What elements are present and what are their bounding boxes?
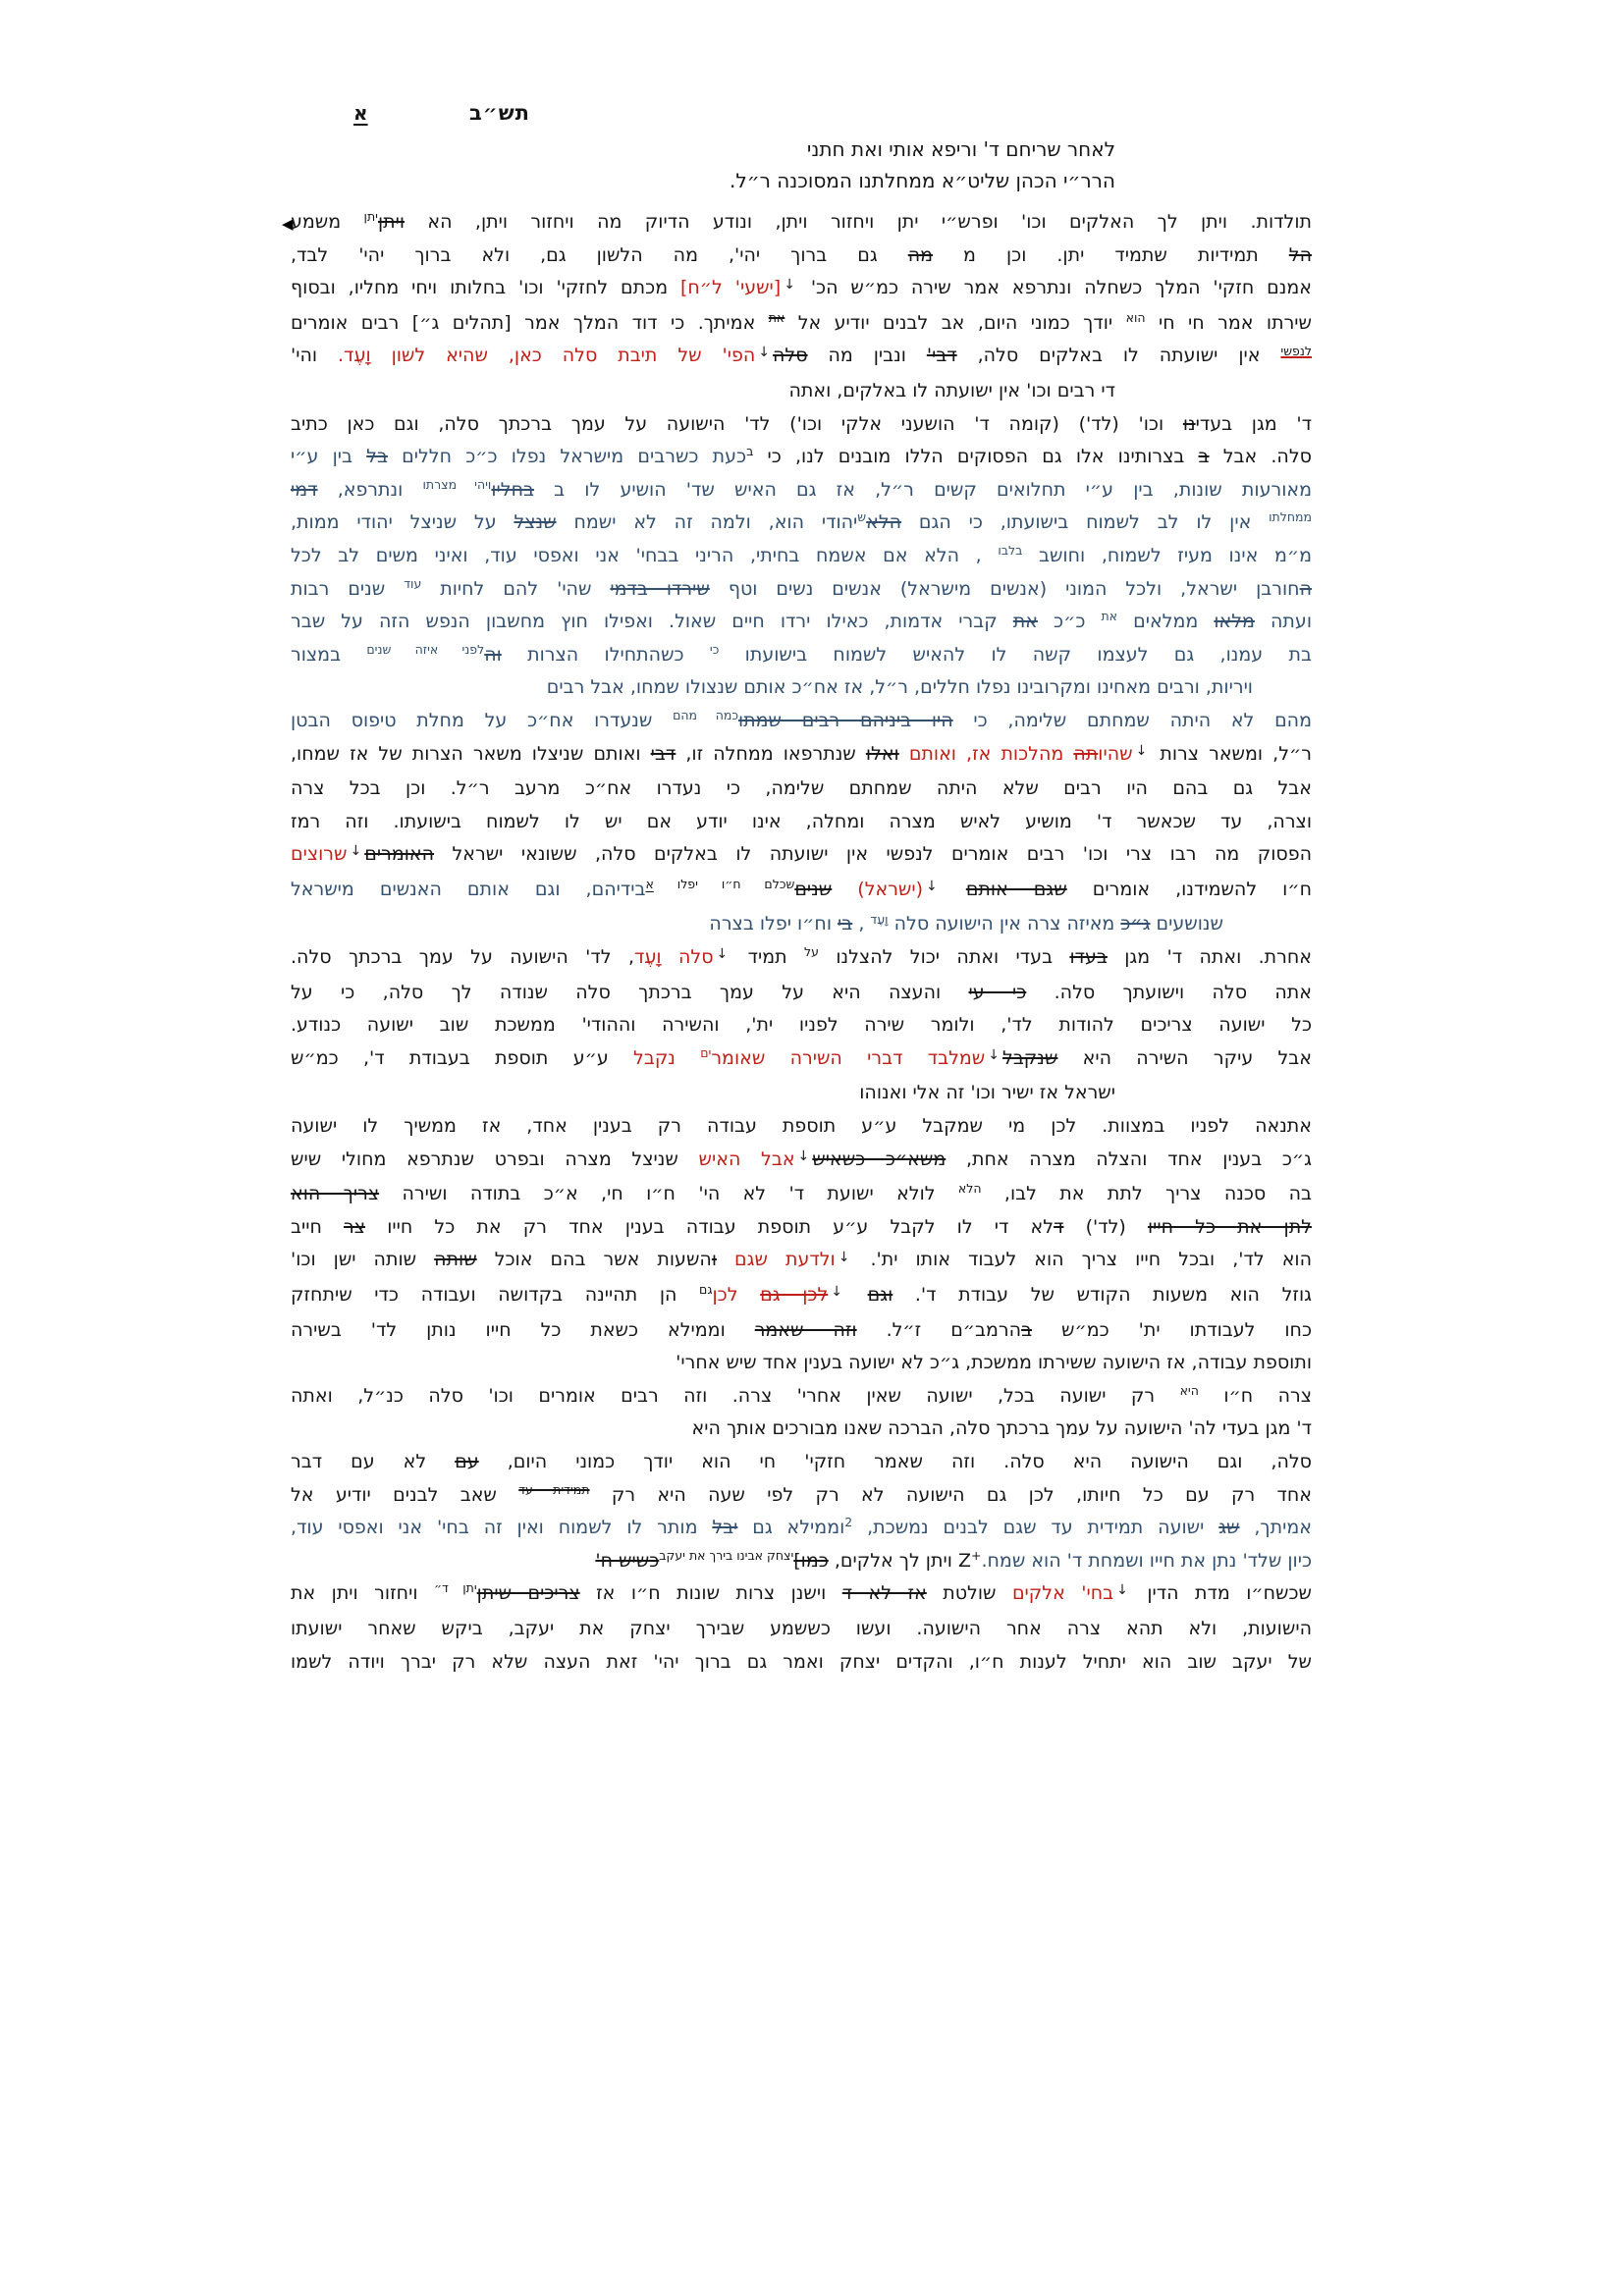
text-segment: תמיד xyxy=(730,946,805,969)
text-line xyxy=(291,1144,1312,1179)
text-line xyxy=(291,1577,1312,1613)
text-line xyxy=(291,773,1312,806)
text-segment: הפי' של תיבת סלה כאן, שהיא לשון וָעֶד. xyxy=(337,345,756,367)
text-segment: שנושעים xyxy=(1150,913,1223,935)
text-segment: שמלבד דברי השירה שאומר xyxy=(711,1046,986,1069)
text-segment: את xyxy=(768,309,785,325)
insertion-arrow-icon: ↓ xyxy=(838,1249,850,1265)
text-segment: ויתן לך אלקים, xyxy=(828,1549,958,1572)
insertion-arrow-icon: ↓ xyxy=(831,1284,842,1301)
text-segment: ונתרפא, xyxy=(317,478,423,501)
insertion-arrow-icon: ↓ xyxy=(716,946,729,963)
intro-block xyxy=(730,133,1115,196)
text-segment: אבל גם בהם היו רבים שלא היתה שמחתם שלימה, כי נעדרו אח״כ מרעב ר״ל. וכן בכל צרה xyxy=(291,777,1312,800)
text-segment: אחד רק עם כל חיותו, לכן גם הישועה לא רק לפי שעה היא רק xyxy=(589,1483,1312,1506)
text-line xyxy=(291,573,1312,607)
text-segment: את xyxy=(1012,611,1038,633)
text-line xyxy=(291,1009,1312,1042)
text-segment: כי xyxy=(709,641,720,657)
text-segment: קברי אדמות, כאילו ירדו חיים שאול. ואפילו חוץ מחשבון הנפש הזה על שבר xyxy=(291,611,1013,633)
text-segment: 2 xyxy=(844,1515,853,1530)
text-line xyxy=(291,1178,1312,1211)
text-segment: לולא ישועת ד' לא הי' ח״ו חי, א״כ בתודה ושירה xyxy=(379,1183,958,1205)
text-segment: + xyxy=(970,1547,982,1563)
text-segment: כמה מהם xyxy=(673,708,738,723)
insertion-arrow-icon: ↓ xyxy=(758,345,771,361)
text-segment: שכלם ח״ו יפלו xyxy=(653,877,795,891)
text-segment: וממילא כשאת כל חייו נותן לד' בשירה xyxy=(291,1318,755,1341)
text-segment: וה xyxy=(484,643,502,666)
text-line xyxy=(291,1042,1312,1078)
text-segment: יהודי הוא, ולמה זה לא ישמח xyxy=(556,511,858,534)
intro-line: לאחר שריחם ד' וריפא אותי ואת חתני xyxy=(806,137,1115,161)
text-segment: השעות אשר בהם אוכל xyxy=(476,1249,712,1271)
text-line xyxy=(291,606,1312,639)
document-body xyxy=(291,206,1312,1679)
text-line xyxy=(291,671,1312,705)
text-segment: בעדי ואתה יכול להצלנו xyxy=(818,946,1070,969)
text-segment: וכו' (לד') (קומה ד' הושעני אלקי וכו') לד' הישועה על עמך ברכתך סלה, וגם כאן כתיב xyxy=(291,412,1183,435)
text-line xyxy=(291,1545,1312,1578)
text-segment: דבי' xyxy=(926,345,957,367)
text-segment: צר xyxy=(344,1215,366,1238)
text-segment: אז לא ד xyxy=(841,1582,927,1605)
text-segment: ר״ל, ומשאר צרות xyxy=(1150,742,1312,765)
text-segment: ד' מגן בעדי xyxy=(1195,412,1312,435)
text-line xyxy=(291,375,1312,408)
text-segment: כיון שלד' נתן את חייו ושמחת ד' הוא שמח. xyxy=(981,1549,1312,1572)
text-line xyxy=(291,1347,1312,1380)
text-segment xyxy=(899,743,909,765)
text-segment: צרה ח״ו xyxy=(1198,1384,1312,1407)
text-line xyxy=(291,1077,1312,1110)
text-segment: ג״כ xyxy=(1120,913,1151,935)
text-segment: ויריות, ורבים מאחינו ומקרובינו נפלו חללים, ר״ל, אז אח״כ אותם שנצולו שמחו, אבל רבים xyxy=(546,676,1253,699)
insertion-arrow-icon: ↓ xyxy=(1135,742,1148,759)
text-segment: ב xyxy=(1198,446,1210,468)
text-segment: חייב xyxy=(291,1215,345,1238)
text-segment: בצרותינו אלו גם הפסוקים הללו מובנים לנו, כי xyxy=(753,446,1199,468)
text-segment: אתה סלה וישועתך סלה. xyxy=(1026,981,1312,1003)
text-line xyxy=(291,1613,1312,1646)
text-segment: בל xyxy=(366,446,388,468)
text-segment: בעדו xyxy=(1069,946,1108,969)
text-segment: כשהתחילו הצרות xyxy=(501,643,710,666)
text-line xyxy=(291,1279,1312,1314)
text-segment: הישועות, ולא תהא צרה אחר הישועה. ועשו כששמע שבירך יצחק את יעקב, ביקש שאחר ישועתו xyxy=(291,1617,1312,1639)
text-line xyxy=(291,1413,1312,1446)
text-line xyxy=(291,441,1312,474)
text-segment: דבי xyxy=(650,742,676,765)
text-segment: וזה שאמר xyxy=(754,1318,857,1341)
text-line xyxy=(291,941,1312,977)
text-segment: הלא xyxy=(957,1181,982,1197)
text-segment xyxy=(941,879,966,900)
text-segment: יבל xyxy=(712,1517,738,1539)
text-segment: לנפשי xyxy=(1280,343,1312,358)
text-segment: כשיש ח' xyxy=(595,1549,660,1572)
text-segment: שותה ישן וכו' xyxy=(291,1249,435,1271)
text-segment: ונבין מה xyxy=(807,345,927,367)
text-segment: מותר לו לשמוח ואין זה בחי' אני ואפסי עוד, xyxy=(291,1517,713,1539)
text-segment: והי' xyxy=(291,345,338,367)
text-segment: ע״ע תוספת בעבודת ד', כמ״ש xyxy=(291,1046,634,1069)
text-line xyxy=(291,206,1312,240)
text-segment: על xyxy=(804,944,819,960)
text-segment: ב xyxy=(746,444,754,459)
text-segment: אין ישועתה לו באלקים סלה, xyxy=(956,345,1281,367)
text-line xyxy=(291,540,1312,573)
text-segment: דמי xyxy=(291,478,318,501)
text-segment: בחליו xyxy=(491,478,534,501)
text-segment: שכשח״ו מדת הדין xyxy=(1130,1582,1313,1605)
text-segment: (לד') xyxy=(1063,1215,1148,1238)
text-segment: בה סכנה צריך לתת את לבו, xyxy=(981,1183,1312,1205)
text-segment: יתן ד״ xyxy=(433,1580,477,1596)
text-segment: בחי' אלקים xyxy=(1011,1582,1114,1605)
text-segment: תמידית עד xyxy=(518,1481,590,1497)
text-segment: ים xyxy=(700,1044,712,1060)
text-segment: וָעֶד xyxy=(870,911,889,927)
text-segment: מה xyxy=(907,243,934,266)
year-label: תש״ב xyxy=(469,101,530,125)
text-segment: שנצל xyxy=(514,511,557,534)
text-segment: ד xyxy=(1054,1215,1064,1238)
text-line xyxy=(291,806,1312,839)
text-segment xyxy=(832,879,857,900)
text-segment: וישנן צרות שונות ח״ו אז xyxy=(579,1582,842,1605)
text-segment: עוד xyxy=(404,575,422,591)
text-segment: כל ישועה צריכים להודות לד', ולומר שירה לפניו ית', והשירה וההודי' ממשכת שוב ישועה כנודע. xyxy=(291,1014,1312,1037)
text-segment: יתן xyxy=(363,209,378,225)
text-segment: וממילא גם xyxy=(737,1517,845,1539)
text-segment: א xyxy=(645,877,654,891)
text-segment: ממלאים xyxy=(1117,611,1215,633)
text-segment: סלה xyxy=(773,345,808,367)
text-segment: שגם אותם xyxy=(965,878,1067,900)
text-segment: יצחק אבינו בירך את יעקב xyxy=(659,1547,794,1563)
text-line xyxy=(291,1512,1312,1545)
insertion-arrow-icon: ↓ xyxy=(988,1046,1001,1063)
text-segment: ויחזור ויתן את xyxy=(291,1582,434,1605)
intro-line: הרר״י הכהן שליט״א ממחלתנו המסוכנה ר״ל. xyxy=(729,169,1115,192)
text-segment xyxy=(845,1284,868,1306)
text-line xyxy=(291,1380,1312,1414)
text-segment: שג xyxy=(1218,1517,1240,1539)
text-segment: וצרה, עד שכאשר ד' מושיע לאיש מצרה ומחלה, אינו יודע אם יש לו לשמוח בישועתו. וזה רמז xyxy=(291,810,1312,832)
text-segment: [ישעי' ל״ח] xyxy=(679,277,782,299)
text-segment: לא די לו לקבל ע״ע תוספת עבודה בענין אחד רק את כל חייו xyxy=(365,1215,1055,1238)
text-line xyxy=(291,340,1312,375)
text-segment: אחרת. ואתה ד' מגן xyxy=(1107,946,1312,969)
text-segment: במצור xyxy=(291,643,367,666)
text-segment: כעת כשרבים מישראל נפלו כ״כ חללים xyxy=(387,446,747,468)
text-segment: גוזל הוא משעות הקודש של עבודת ד'. xyxy=(893,1284,1312,1306)
text-segment: לפני איזה שנים xyxy=(366,641,485,657)
text-segment: שהי' להם לחיות xyxy=(421,577,611,600)
text-line xyxy=(291,1446,1312,1479)
page-number-letter: א xyxy=(353,101,368,125)
text-segment: מלאו xyxy=(1214,611,1255,633)
text-line xyxy=(291,977,1312,1010)
text-segment: האומרים xyxy=(364,843,435,866)
text-segment: גם ברוך יהי', מה הלשון גם, ולא ברוך יהי' לבד, xyxy=(291,243,908,266)
text-segment: בלבו xyxy=(998,543,1023,559)
text-line xyxy=(291,507,1312,540)
text-segment: מהם לא היתה שמחתם שלימה, כי xyxy=(952,709,1313,731)
text-line xyxy=(291,874,1312,909)
text-segment: שנתרפאו ממחלה זו, xyxy=(676,742,866,765)
text-segment: יודך כמוני היום, אב לבנים יודיע אל xyxy=(784,311,1126,334)
text-segment: ג״כ בענין אחד והצלה מצרה אחת, xyxy=(946,1148,1312,1170)
text-segment: תולדות. ויתן לך האלקים וכו' ופרש״י יתן ויחזור ויתן, ונודע הדיוק מה ויחזור ויתן, הא xyxy=(405,211,1312,233)
text-segment: כ״כ xyxy=(1037,611,1102,633)
text-segment: , הלא אם אשמח בחיתי, הריני בבחי' אני ואפסי עוד, ואיני משים לב לכל xyxy=(291,544,999,566)
text-segment: ואלו xyxy=(865,742,899,765)
text-segment: (ישראל) xyxy=(857,878,924,900)
text-segment: , xyxy=(852,913,871,935)
text-segment: צריכים שיתן xyxy=(476,1582,580,1605)
text-segment: ואותם שניצלו משאר הצרות של אז שמחו, xyxy=(291,742,651,765)
text-segment: אמנם חזקי' המלך כשחלה ונתרפא אמר שירה כמ״ש הכ' xyxy=(797,277,1313,299)
text-segment: כמו] xyxy=(793,1549,829,1572)
text-segment: שנעדרו אח״כ על מחלת טיפוס הבטן xyxy=(291,709,674,731)
text-segment: והעצה היא על עמך ברכתך סלה שנודה לך סלה, כי על xyxy=(291,981,969,1003)
text-segment: נו xyxy=(1182,412,1196,435)
text-segment: עם xyxy=(455,1450,479,1472)
text-segment: מהלכות אז, ואותם xyxy=(908,742,1074,765)
text-line xyxy=(291,1646,1312,1680)
text-segment: Z xyxy=(957,1549,971,1572)
text-segment: היא xyxy=(1179,1382,1199,1398)
text-segment xyxy=(717,1249,734,1270)
text-segment: סלה וָעֶד xyxy=(633,946,714,969)
text-segment: בת עמנו, גם לעצמו קשה לו להאיש לשמוח בישועתו xyxy=(719,643,1312,666)
text-segment: שנקבל xyxy=(1002,1046,1058,1069)
text-segment: מאיזה צרה אין הישועה סלה xyxy=(888,913,1121,935)
text-segment: של יעקב שוב הוא יתחיל לענות ח״ו, והקדים יצחק ואמר גם ברוך יהי' זאת העצה שלא רק יברך ויודה לשמו xyxy=(291,1650,1312,1673)
text-segment: אין לו לב לשמוח בישועתו, כי הגם xyxy=(901,511,1270,534)
text-segment: ישראל אז ישיר וכו' זה אלי ואנוהו xyxy=(859,1082,1115,1104)
insertion-arrow-icon: ↓ xyxy=(784,277,795,294)
text-segment: בי xyxy=(838,913,853,935)
text-line xyxy=(291,408,1312,442)
text-segment: שירדו בדמי xyxy=(610,577,710,600)
text-segment: כי עי xyxy=(968,981,1027,1003)
text-line xyxy=(291,307,1312,341)
text-segment: הל xyxy=(1288,243,1312,266)
text-segment: ה xyxy=(1299,577,1312,600)
text-segment: הלא xyxy=(866,511,902,534)
text-segment: הפסוק מה רבו צרי וכו' רבים אומרים לנפשי אין ישועתה לו באלקים סלה, ששונאי ישראל xyxy=(434,843,1312,866)
text-segment: הרמב״ם ז״ל. xyxy=(856,1318,1022,1341)
text-segment: נקבל xyxy=(633,1046,701,1069)
text-segment: בין ע״י xyxy=(291,446,367,468)
text-line xyxy=(291,272,1312,307)
text-segment: על שניצל יהודי ממות, xyxy=(291,511,514,534)
text-segment: מכתם לחזקי' וכו' בחלותו ויחי מחליו, ובסוף xyxy=(291,277,680,299)
text-segment: אמיתך, xyxy=(1239,1517,1312,1539)
insertion-arrow-icon: ↓ xyxy=(1116,1582,1128,1599)
text-segment: סלה, וגם הישועה היא סלה. וזה שאמר חזקי' חי הוא יודך כמוני היום, xyxy=(478,1450,1313,1472)
text-line xyxy=(291,705,1312,738)
text-segment: בידיהם, וגם אותם האנשים מישראל xyxy=(291,878,646,900)
text-segment: לכן גם xyxy=(760,1284,829,1306)
text-segment: סלה. אבל xyxy=(1209,446,1312,468)
text-segment: משמע xyxy=(291,211,364,233)
text-segment: שהיו xyxy=(1098,742,1133,765)
text-segment: אתנאה לפניו במצוות. לכן מי שמקבל ע״ע תוספת עבודה רק בענין אחד, אז ממשיך לו ישועה xyxy=(291,1115,1312,1138)
text-segment: שנים רבות xyxy=(291,577,405,600)
text-segment: צריך הוא xyxy=(291,1183,380,1205)
text-segment: היו ביניהם רבים שמתו xyxy=(737,709,953,731)
text-segment: חורבן ישראל, ולכל המוני (אנשים מישראל) אנשים נשים וטף xyxy=(709,577,1300,600)
text-segment: ויתן xyxy=(377,211,406,233)
insertion-arrow-icon: ↓ xyxy=(350,843,362,860)
text-segment: ב xyxy=(1021,1318,1033,1341)
text-line xyxy=(291,1479,1312,1513)
text-segment: תמידיות שתמיד יתן. וכן מ xyxy=(933,243,1289,266)
text-segment: ו xyxy=(711,1249,718,1271)
text-segment: , לד' הישועה על עמך ברכתך סלה. xyxy=(291,946,634,969)
text-segment: שותה xyxy=(434,1249,477,1271)
text-line xyxy=(291,474,1312,507)
text-segment: וגם xyxy=(867,1284,893,1306)
text-line xyxy=(291,738,1312,774)
text-segment: הוא לד', ובכל חייו צריך הוא לעבוד אותו ית'. xyxy=(852,1249,1312,1271)
text-segment: אמיתך. כי דוד המלך אמר [תהלים ג״] רבים אומרים xyxy=(291,311,769,334)
text-segment: הוא xyxy=(1125,309,1146,325)
text-segment: אבל האיש xyxy=(698,1148,795,1170)
text-segment: הן תהיינה בקדושה ועבודה כדי שיתחזק xyxy=(291,1284,700,1306)
text-line xyxy=(291,240,1312,273)
text-segment: כחו לעבודתו ית' כמ״ש xyxy=(1032,1318,1313,1341)
text-segment: לתן את כל חייו xyxy=(1147,1215,1312,1238)
text-line xyxy=(291,1110,1312,1144)
text-segment: לכן xyxy=(712,1284,761,1306)
text-segment: שניצל מצרה ובפרט שנתרפא מחולי שיש xyxy=(291,1148,699,1170)
paragraph-marker-icon: ◀ xyxy=(282,215,294,233)
text-segment: גם xyxy=(699,1282,713,1298)
text-segment: ועתה xyxy=(1254,611,1312,633)
text-line xyxy=(291,1244,1312,1279)
text-segment: לא עם דבר xyxy=(291,1450,456,1472)
text-line xyxy=(291,908,1312,941)
text-segment: משא״כ כשאיש xyxy=(812,1148,947,1170)
text-segment: די רבים וכו' אין ישועתה לו באלקים, ואתה xyxy=(788,379,1115,401)
text-segment: שירתו אמר חי חי xyxy=(1145,311,1313,334)
text-segment: שנים xyxy=(794,878,833,900)
text-segment: שולטת xyxy=(926,1582,1012,1605)
text-segment: ממחלתו xyxy=(1269,509,1312,525)
text-segment: ח״ו להשמידנו, אומרים xyxy=(1066,878,1313,900)
text-segment: תה xyxy=(1073,742,1099,765)
text-segment: ויהי מצרתו xyxy=(422,476,492,492)
text-segment: ש xyxy=(857,509,867,525)
text-segment: ישועה תמידית עד שגם לבנים נמשכת, xyxy=(852,1517,1219,1539)
text-segment: מ״מ אינו מעיז לשמוח, וחושב xyxy=(1022,544,1312,566)
text-segment: וח״ו יפלו בצרה xyxy=(709,913,839,935)
text-segment: את xyxy=(1101,609,1118,624)
text-segment: אבל עיקר השירה היא xyxy=(1057,1046,1312,1069)
insertion-arrow-icon: ↓ xyxy=(797,1148,810,1164)
text-segment: מאורעות שונות, בין ע״י תחלואים קשים ר״ל, אז גם האיש שד' הושיע לו ב xyxy=(533,478,1312,501)
text-segment: ולדעת שגם xyxy=(734,1249,836,1271)
text-line xyxy=(291,1211,1312,1245)
text-line xyxy=(291,838,1312,874)
text-segment: רק ישועה בכל, ישועה שאין אחרי' צרה. וזה רבים אומרים וכו' סלה כנ״ל, ואתה xyxy=(291,1384,1180,1407)
text-segment: שאב לבנים יודיע אל xyxy=(291,1483,519,1506)
text-line xyxy=(291,1314,1312,1348)
text-line xyxy=(291,639,1312,672)
text-segment: שרוצים xyxy=(291,843,348,866)
text-segment: ד' מגן בעדי לה' הישועה על עמך ברכתך סלה, הברכה שאנו מבורכים אותך היא xyxy=(691,1417,1312,1440)
insertion-arrow-icon: ↓ xyxy=(926,878,938,894)
text-segment: ותוספת עבודה, אז הישועה ששירתו ממשכת, ג״כ לא ישועה בענין אחד שיש אחרי' xyxy=(676,1352,1312,1374)
